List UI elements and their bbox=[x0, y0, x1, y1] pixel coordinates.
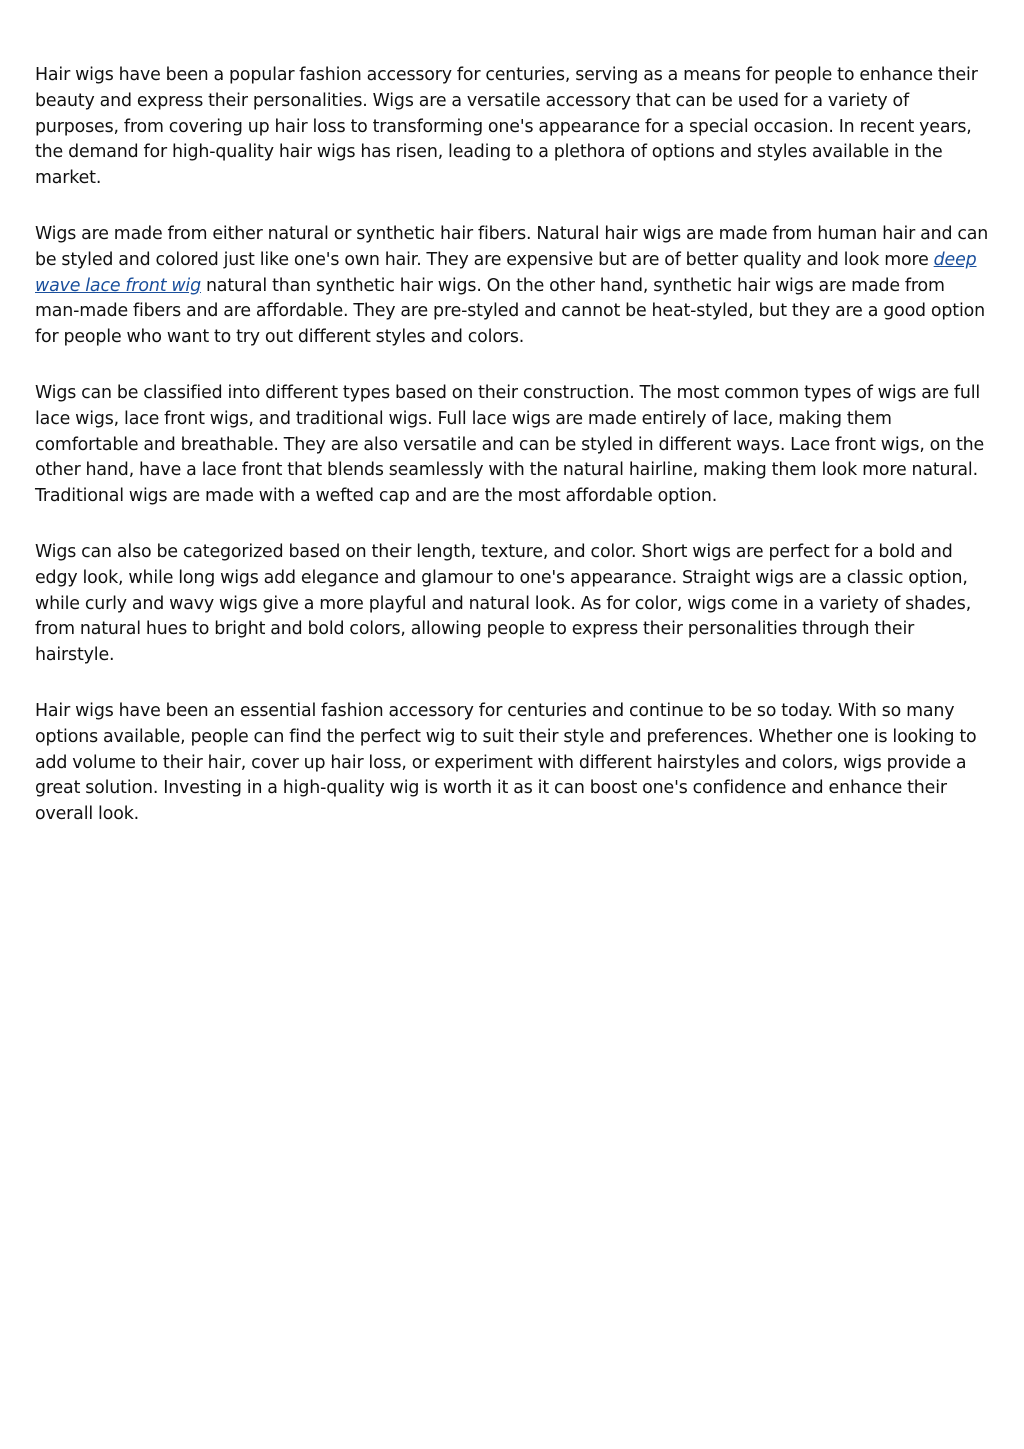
document-body bbox=[35, 63, 993, 858]
paragraph-text: Hair wigs have been an essential fashion accessory for centuries and continue to be so today. With so many options available, people can find the perfect wig to suit their style and preferences. Whether one is looking to add volume to their hair, cover up hair loss, or experiment with different hairstyles and colors, wigs provide a great solution. Investing in a high-quality wig is worth it as it can boost one's confidence and enhance their overall look. bbox=[35, 700, 977, 825]
paragraph-text: Hair wigs have been a popular fashion accessory for centuries, serving as a means for people to enhance their beauty and express their personalities. Wigs are a versatile accessory that can be used for a variety of purposes, from covering up hair loss to transforming one's appearance for a special occasion. In recent years, the demand for high-quality hair wigs has risen, leading to a plethora of options and styles available in the market. bbox=[35, 65, 978, 189]
paragraph-text: Wigs are made from either natural or synthetic hair fibers. Natural hair wigs are made from human hair and can be styled and colored just like one's own hair. They are expensive but are of better quality and look more bbox=[35, 223, 989, 270]
paragraph-materials bbox=[35, 222, 993, 351]
paragraph-construction bbox=[35, 381, 993, 510]
deep-wave-lace-front-wig-link[interactable]: deep wave lace front wig bbox=[35, 249, 977, 296]
paragraph-conclusion bbox=[35, 699, 993, 828]
paragraph-text: Wigs can be classified into different types based on their construction. The most common types of wigs are full lace wigs, lace front wigs, and traditional wigs. Full lace wigs are made entirely of lace, making them comfortable and breathable. They are also versatile and can be styled in different ways. Lace front wigs, on the other hand, have a lace front that blends seamlessly with the natural hairline, making them look more natural. Traditional wigs are made with a wefted cap and are the most affordable option. bbox=[35, 382, 985, 507]
paragraph-text: Wigs can also be categorized based on their length, texture, and color. Short wigs are perfect for a bold and edgy look, while long wigs add elegance and glamour to one's appearance. Straight wigs are a classic option, while curly and wavy wigs give a more playful and natural look. As for color, wigs come in a variety of shades, from natural hues to bright and bold colors, allowing people to express their personalities through their hairstyle. bbox=[35, 541, 972, 666]
paragraph-categories bbox=[35, 540, 993, 669]
paragraph-intro bbox=[35, 63, 993, 192]
paragraph-text: natural than synthetic hair wigs. On the other hand, synthetic hair wigs are made from man-made fibers and are affordable. They are pre-styled and cannot be heat-styled, but they are a good option for people who want to try out different styles and colors. bbox=[35, 275, 986, 348]
